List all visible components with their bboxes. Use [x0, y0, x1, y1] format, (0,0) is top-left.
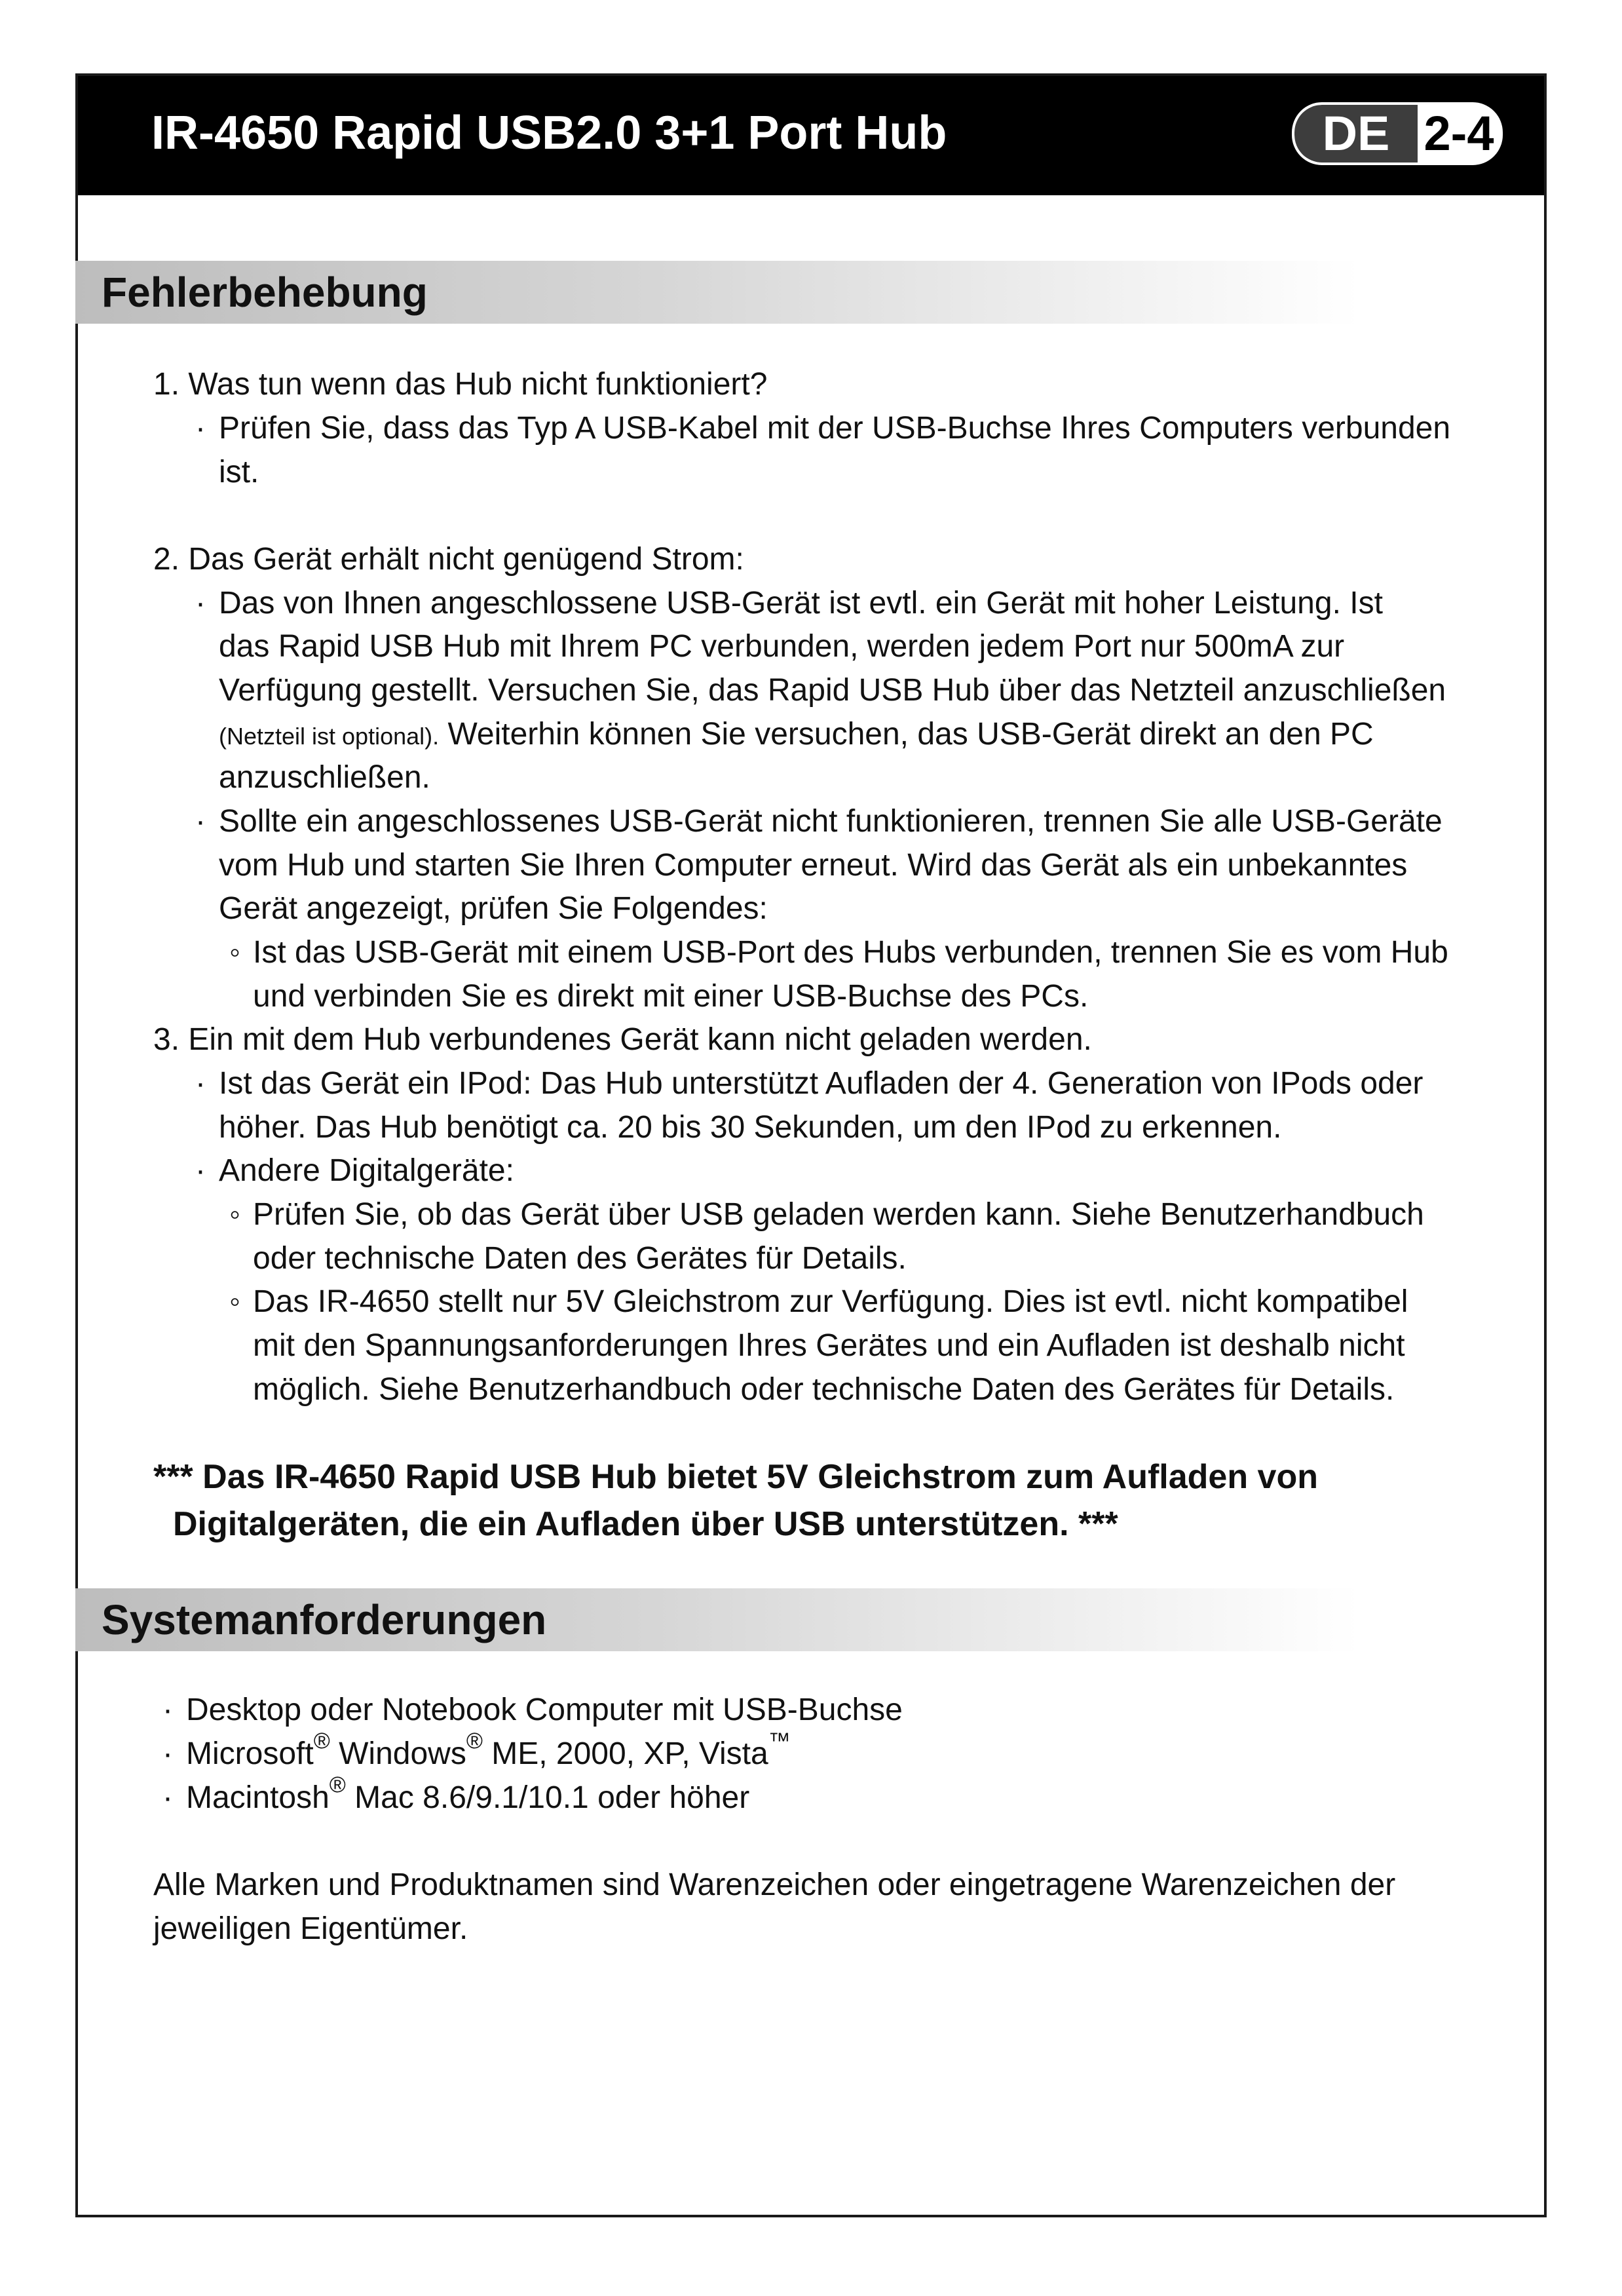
charging-note: *** Das IR-4650 Rapid USB Hub bietet 5V Gleichstrom zum Aufladen von: [153, 1458, 1319, 1496]
question-heading: 1. Was tun wenn das Hub nicht funktioniert?: [153, 367, 768, 402]
sub-list-item-text: Das IR-4650 stellt nur 5V Gleichstrom zur Verfügung. Dies ist evtl. nicht kompatibel: [253, 1284, 1408, 1319]
question-heading: 2. Das Gerät erhält nicht genügend Strom:: [153, 542, 744, 577]
list-item-text: vom Hub und starten Sie Ihren Computer erneut. Wird das Gerät als ein unbekanntes: [219, 848, 1408, 883]
mac-versions: Mac 8.6/9.1/10.1 oder höher: [345, 1780, 750, 1815]
macintosh-label: Macintosh: [186, 1780, 330, 1815]
list-item-text: Prüfen Sie, dass das Typ A USB-Kabel mit der USB-Buchse Ihres Computers verbunden: [219, 411, 1451, 446]
trademark-notice: jeweiligen Eigentümer.: [153, 1911, 468, 1946]
sub-list-item-text: und verbinden Sie es direkt mit einer USB-Buchse des PCs.: [253, 979, 1089, 1014]
bullet-glyph: ·: [195, 1066, 206, 1101]
list-item-text: Gerät angezeigt, prüfen Sie Folgendes:: [219, 891, 768, 926]
section-title: Fehlerbehebung: [102, 269, 428, 316]
sub-bullet-glyph: ◦: [229, 935, 241, 970]
charging-note: Digitalgeräten, die ein Aufladen über USB unterstützen. ***: [173, 1505, 1118, 1543]
list-item-text: Verfügung gestellt. Versuchen Sie, das Rapid USB Hub über das Netzteil anzuschließen: [219, 673, 1446, 708]
sub-bullet-glyph: ◦: [229, 1197, 241, 1232]
section-header-requirements: [75, 1588, 1359, 1651]
bullet-glyph: ·: [162, 1780, 173, 1815]
page-number: 2-4: [1424, 106, 1494, 161]
requirement-item: [186, 1729, 791, 1776]
bullet-glyph: ·: [195, 1153, 206, 1188]
registered-mark: ®: [313, 1729, 330, 1754]
list-item-text: Sollte ein angeschlossenes USB-Gerät nicht funktionieren, trennen Sie alle USB-Geräte: [219, 804, 1443, 839]
windows-label: Windows: [330, 1736, 466, 1771]
windows-versions: ME, 2000, XP, Vista: [482, 1736, 768, 1771]
bullet-glyph: ·: [195, 586, 206, 621]
question-heading: 3. Ein mit dem Hub verbundenes Gerät kann nicht geladen werden.: [153, 1022, 1092, 1057]
list-item-text: ist.: [219, 455, 259, 489]
list-item-text: das Rapid USB Hub mit Ihrem PC verbunden, werden jedem Port nur 500mA zur: [219, 629, 1345, 664]
sub-list-item-text: möglich. Siehe Benutzerhandbuch oder technische Daten des Gerätes für Details.: [253, 1372, 1395, 1407]
microsoft-label: Microsoft: [186, 1736, 314, 1771]
language-code: DE: [1294, 105, 1418, 163]
trademark-mark: ™: [768, 1729, 791, 1754]
bullet-glyph: ·: [162, 1736, 173, 1771]
list-item-text: Andere Digitalgeräte:: [219, 1153, 514, 1188]
sub-list-item-text: Prüfen Sie, ob das Gerät über USB geladen werden kann. Siehe Benutzerhandbuch: [253, 1197, 1424, 1232]
bullet-glyph: ·: [195, 804, 206, 839]
sub-list-item-text: Ist das USB-Gerät mit einem USB-Port des Hubs verbunden, trennen Sie es vom Hub: [253, 935, 1448, 970]
list-item-text: Ist das Gerät ein IPod: Das Hub unterstützt Aufladen der 4. Generation von IPods oder: [219, 1066, 1424, 1101]
small-note: (Netzteil ist optional).: [219, 723, 440, 750]
sub-list-item-text: mit den Spannungsanforderungen Ihres Gerätes und ein Aufladen ist deshalb nicht: [253, 1328, 1405, 1363]
trademark-notice: Alle Marken und Produktnamen sind Warenzeichen oder eingetragene Warenzeichen der: [153, 1867, 1396, 1902]
list-item-text: höher. Das Hub benötigt ca. 20 bis 30 Sekunden, um den IPod zu erkennen.: [219, 1110, 1282, 1145]
requirement-item: [186, 1772, 750, 1820]
sub-list-item-text: oder technische Daten des Gerätes für Details.: [253, 1241, 907, 1276]
document-title: IR-4650 Rapid USB2.0 3+1 Port Hub: [151, 107, 947, 159]
list-item-text: [219, 713, 1374, 759]
list-item-text-rest: Weiterhin können Sie versuchen, das USB-Gerät direkt an den PC: [439, 717, 1374, 752]
bullet-glyph: ·: [195, 411, 206, 446]
list-item-text: anzuschließen.: [219, 760, 430, 795]
requirement-item: Desktop oder Notebook Computer mit USB-Buchse: [186, 1693, 903, 1727]
section-title: Systemanforderungen: [102, 1596, 547, 1643]
sub-bullet-glyph: ◦: [229, 1284, 241, 1319]
registered-mark: ®: [329, 1772, 346, 1798]
registered-mark: ®: [466, 1729, 483, 1754]
bullet-glyph: ·: [162, 1693, 173, 1727]
list-item-text: Das von Ihnen angeschlossene USB-Gerät ist evtl. ein Gerät mit hoher Leistung. Ist: [219, 586, 1383, 621]
